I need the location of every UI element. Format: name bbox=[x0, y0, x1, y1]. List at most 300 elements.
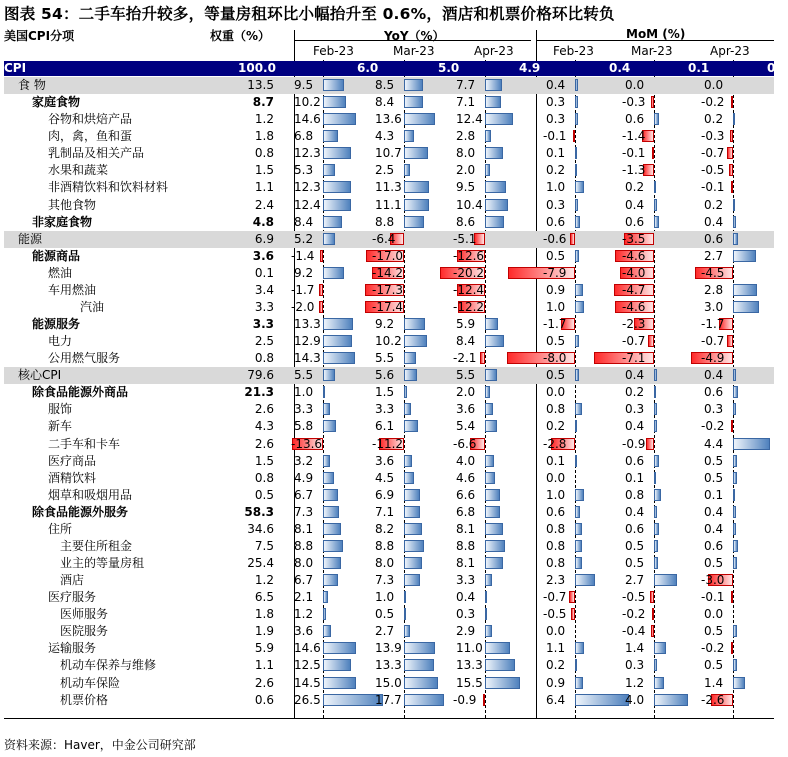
mom-value: -0.4 bbox=[622, 624, 646, 639]
yoy-value: 8.4 bbox=[456, 334, 476, 349]
yoy-bar bbox=[404, 523, 422, 535]
mom-value: 0.9 bbox=[546, 282, 566, 297]
mom-bar bbox=[654, 369, 657, 381]
mom-value: -0.7 bbox=[622, 334, 646, 349]
mom-bar bbox=[731, 642, 733, 654]
mom-bar bbox=[733, 216, 736, 228]
mom-bar bbox=[733, 557, 737, 569]
yoy-bar bbox=[404, 216, 424, 228]
mom-value: -0.3 bbox=[622, 95, 646, 110]
mom-value: -1.7 bbox=[701, 317, 725, 332]
mom-value: 0.3 bbox=[546, 197, 566, 212]
mom-value: 4.4 bbox=[704, 436, 724, 451]
mom-bar bbox=[733, 489, 735, 501]
mom-value: 0.3 bbox=[546, 112, 566, 127]
mom-value: -0.5 bbox=[622, 590, 646, 605]
yoy-value: 2.7 bbox=[375, 624, 395, 639]
mom-value: -4.6 bbox=[622, 299, 646, 314]
yoy-bar bbox=[485, 677, 520, 689]
mom-bar bbox=[575, 557, 582, 569]
mom-value: 0.2 bbox=[704, 112, 724, 127]
mom-bar bbox=[575, 181, 584, 193]
mom-value: 1.1 bbox=[546, 641, 566, 656]
yoy-value: 8.1 bbox=[456, 556, 476, 571]
table-row bbox=[4, 657, 774, 674]
table-row bbox=[4, 487, 774, 504]
mom-value: 0.4 bbox=[704, 214, 724, 229]
mom-value: 0.4 bbox=[609, 61, 631, 75]
mom-bar bbox=[575, 659, 577, 671]
yoy-bar bbox=[323, 659, 351, 671]
yoy-value: 12.4 bbox=[456, 112, 483, 127]
weight-value: 21.3 bbox=[244, 385, 274, 400]
table-row bbox=[4, 248, 774, 265]
mom-value: 0.5 bbox=[704, 624, 724, 639]
mom-bar bbox=[569, 591, 575, 603]
yoy-value: 9.2 bbox=[294, 265, 314, 280]
yoy-value: 5.4 bbox=[456, 419, 476, 434]
mom-value: 0.3 bbox=[625, 658, 645, 673]
yoy-bar bbox=[404, 489, 420, 501]
mom-value: -1.3 bbox=[622, 163, 646, 178]
chart-title: 图表 54：二手车抬升较多，等量房租环比小幅抬升至 0.6%，酒店和机票价格环比转负 bbox=[4, 5, 615, 23]
yoy-bar bbox=[323, 489, 338, 501]
yoy-value: 13.6 bbox=[375, 112, 402, 127]
yoy-value: 8.4 bbox=[375, 95, 395, 110]
mom-value: 0.2 bbox=[546, 163, 566, 178]
mom-month-1: Feb-23 bbox=[553, 44, 594, 58]
yoy-value: 1.0 bbox=[375, 590, 395, 605]
mom-value: -0.9 bbox=[622, 436, 646, 451]
mom-bar bbox=[731, 181, 733, 193]
yoy-value: 2.8 bbox=[456, 129, 476, 144]
yoy-value: 6.7 bbox=[294, 487, 314, 502]
yoy-bar bbox=[485, 113, 513, 125]
mom-bar bbox=[575, 284, 583, 296]
yoy-bar bbox=[404, 540, 424, 552]
weight-value: 7.5 bbox=[254, 538, 274, 553]
table-row bbox=[4, 231, 774, 248]
yoy-value: 7.1 bbox=[456, 95, 476, 110]
yoy-value: 15.0 bbox=[375, 675, 402, 690]
weight-value: 1.5 bbox=[254, 453, 274, 468]
row-label: 主要住所租金 bbox=[60, 538, 133, 553]
mom-bar bbox=[575, 147, 577, 159]
yoy-bar bbox=[323, 386, 325, 398]
yoy-value: 6.6 bbox=[456, 487, 476, 502]
yoy-value: 14.6 bbox=[294, 112, 321, 127]
mom-value: 0.6 bbox=[625, 453, 645, 468]
yoy-bar bbox=[404, 591, 406, 603]
yoy-value: 14.6 bbox=[294, 641, 321, 656]
mom-bar bbox=[654, 694, 688, 706]
table-row bbox=[4, 265, 774, 282]
mom-value: 0.8 bbox=[546, 538, 566, 553]
row-label: 医院服务 bbox=[60, 624, 109, 639]
row-label: 食 物 bbox=[18, 78, 46, 93]
yoy-bar bbox=[323, 164, 335, 176]
mom-value: 0.3 bbox=[704, 402, 724, 417]
mom-value: -4.9 bbox=[701, 351, 725, 366]
row-label: 除食品能源外商品 bbox=[32, 385, 129, 400]
mom-value: 0.4 bbox=[704, 521, 724, 536]
mom-value: 0.1 bbox=[625, 470, 645, 485]
table-row bbox=[4, 162, 774, 179]
row-label: 其他食物 bbox=[48, 197, 97, 212]
mom-bar bbox=[652, 608, 654, 620]
yoy-bar bbox=[404, 420, 418, 432]
yoy-value: 6.9 bbox=[375, 487, 395, 502]
row-label: 机动车保险 bbox=[60, 675, 121, 690]
mom-value: 0.4 bbox=[546, 78, 566, 93]
mom-value: 1.0 bbox=[546, 487, 566, 502]
yoy-value: 17.7 bbox=[375, 692, 402, 707]
mom-bar bbox=[575, 216, 580, 228]
yoy-value: 8.8 bbox=[294, 538, 314, 553]
yoy-bar bbox=[320, 250, 323, 262]
yoy-value: 5.2 bbox=[294, 231, 314, 246]
mom-value: 0.5 bbox=[546, 368, 566, 383]
mom-value: -0.1 bbox=[622, 146, 646, 161]
yoy-bar bbox=[323, 369, 335, 381]
yoy-bar bbox=[323, 130, 338, 142]
yoy-bar bbox=[323, 403, 330, 415]
yoy-bar bbox=[323, 642, 356, 654]
yoy-bar bbox=[485, 403, 493, 415]
mom-bar bbox=[733, 677, 745, 689]
yoy-bar bbox=[323, 540, 343, 552]
row-label: 新车 bbox=[48, 419, 73, 434]
yoy-value: 15.5 bbox=[456, 675, 483, 690]
yoy-value: 8.0 bbox=[294, 556, 314, 571]
row-label: 酒店 bbox=[60, 573, 85, 588]
yoy-bar bbox=[404, 352, 416, 364]
yoy-value: 5.5 bbox=[456, 368, 476, 383]
mom-value: -4.6 bbox=[622, 248, 646, 263]
mom-bar bbox=[575, 403, 582, 415]
mom-bar bbox=[733, 472, 737, 484]
mom-value: 0.6 bbox=[704, 538, 724, 553]
table-row bbox=[4, 128, 774, 145]
mom-bar bbox=[733, 659, 737, 671]
row-label: 酒精饮料 bbox=[48, 470, 97, 485]
table-row bbox=[4, 316, 774, 333]
row-label: 服饰 bbox=[48, 402, 73, 417]
mom-value: 0.1 bbox=[546, 146, 566, 161]
yoy-bar bbox=[323, 591, 328, 603]
mom-value: 2.3 bbox=[546, 573, 566, 588]
yoy-bar bbox=[485, 608, 487, 620]
yoy-bar bbox=[323, 677, 356, 689]
yoy-value: 11.0 bbox=[456, 641, 483, 656]
yoy-value: -14.2 bbox=[372, 265, 404, 280]
row-label: 谷物和烘焙产品 bbox=[48, 112, 133, 127]
yoy-value: 10.7 bbox=[375, 146, 402, 161]
yoy-value: 1.0 bbox=[294, 385, 314, 400]
yoy-bar bbox=[323, 506, 339, 518]
weight-value: 0.8 bbox=[254, 351, 274, 366]
mom-value: 0.0 bbox=[546, 470, 566, 485]
mom-value: 0.2 bbox=[625, 180, 645, 195]
weight-value: 3.6 bbox=[252, 248, 274, 263]
mom-value: -2.6 bbox=[701, 692, 725, 707]
mom-value: 0.4 bbox=[625, 197, 645, 212]
mom-value: -0.2 bbox=[701, 641, 725, 656]
yoy-value: 6.8 bbox=[456, 504, 476, 519]
mom-bar bbox=[654, 489, 661, 501]
yoy-bar bbox=[404, 130, 414, 142]
mom-value: 2.7 bbox=[704, 248, 724, 263]
mom-value: 0.1 bbox=[688, 61, 710, 75]
mom-bar bbox=[571, 608, 575, 620]
mom-value: -3.0 bbox=[701, 573, 725, 588]
yoy-bar bbox=[323, 216, 342, 228]
yoy-value: -2.1 bbox=[453, 351, 477, 366]
yoy-bar bbox=[323, 79, 344, 91]
yoy-value: -12.4 bbox=[453, 282, 485, 297]
yoy-bar bbox=[404, 164, 410, 176]
yoy-bar bbox=[485, 489, 500, 501]
yoy-bar bbox=[404, 96, 423, 108]
yoy-value: -0.9 bbox=[453, 692, 477, 707]
table-row bbox=[4, 453, 774, 470]
table-row bbox=[4, 94, 774, 111]
table-row bbox=[4, 555, 774, 572]
row-label: 能源服务 bbox=[32, 317, 81, 332]
table-row bbox=[4, 538, 774, 555]
mom-bar bbox=[733, 113, 735, 125]
yoy-value: 8.6 bbox=[456, 214, 476, 229]
yoy-value: 8.8 bbox=[375, 214, 395, 229]
yoy-value: 12.5 bbox=[294, 658, 321, 673]
yoy-value: 0.5 bbox=[375, 607, 395, 622]
row-label: 乳制品及相关产品 bbox=[48, 146, 145, 161]
yoy-bar bbox=[485, 216, 504, 228]
mom-bar bbox=[575, 694, 629, 706]
yoy-value: 8.2 bbox=[375, 521, 395, 536]
item-header: 美国CPI分项 bbox=[4, 29, 75, 43]
weight-value: 4.8 bbox=[252, 214, 274, 229]
weight-value: 1.8 bbox=[254, 607, 274, 622]
yoy-bar bbox=[404, 147, 428, 159]
mom-value: 0.5 bbox=[625, 538, 645, 553]
row-label: 核心CPI bbox=[18, 368, 62, 383]
mom-bar bbox=[654, 659, 657, 671]
table-row bbox=[4, 145, 774, 162]
yoy-value: -6.6 bbox=[453, 436, 477, 451]
yoy-bar bbox=[323, 318, 353, 330]
yoy-bar bbox=[323, 625, 331, 637]
mom-bar bbox=[654, 677, 664, 689]
yoy-bar bbox=[323, 233, 335, 245]
yoy-bar bbox=[485, 181, 506, 193]
mom-bar bbox=[733, 301, 759, 313]
row-label: 二手车和卡车 bbox=[48, 436, 121, 451]
table-row bbox=[4, 197, 774, 214]
yoy-bar bbox=[404, 694, 444, 706]
mom-value: 0.8 bbox=[546, 521, 566, 536]
mom-value: -0.7 bbox=[543, 590, 567, 605]
row-label: 医师服务 bbox=[60, 607, 109, 622]
yoy-bar bbox=[485, 557, 503, 569]
yoy-value: 0.3 bbox=[456, 607, 476, 622]
mom-bar bbox=[652, 147, 654, 159]
yoy-value: 11.3 bbox=[375, 180, 402, 195]
yoy-bar bbox=[404, 557, 422, 569]
mom-bar bbox=[651, 96, 654, 108]
yoy-value: 13.3 bbox=[294, 317, 321, 332]
yoy-value: 12.3 bbox=[294, 146, 321, 161]
mom-value: -0.6 bbox=[543, 231, 567, 246]
weight-value: 1.1 bbox=[254, 180, 274, 195]
mom-value: 0.6 bbox=[546, 214, 566, 229]
weight-value: 3.4 bbox=[254, 282, 274, 297]
mom-bar bbox=[575, 540, 582, 552]
table-row bbox=[4, 282, 774, 299]
yoy-bar bbox=[323, 574, 338, 586]
yoy-bar bbox=[485, 455, 494, 467]
yoy-bar bbox=[404, 659, 434, 671]
yoy-bar bbox=[485, 318, 498, 330]
yoy-value: 6.0 bbox=[357, 61, 379, 75]
mom-month-3: Apr-23 bbox=[710, 44, 750, 58]
mom-value: 0.3 bbox=[546, 95, 566, 110]
yoy-bar bbox=[323, 608, 326, 620]
mom-value: 0.4 bbox=[625, 368, 645, 383]
mom-bar bbox=[654, 403, 657, 415]
yoy-value: 2.0 bbox=[456, 385, 476, 400]
yoy-value: 8.5 bbox=[375, 78, 395, 93]
yoy-value: 6.8 bbox=[294, 129, 314, 144]
yoy-bar bbox=[323, 113, 356, 125]
mom-value: 0.4 bbox=[704, 368, 724, 383]
mom-value: -0.1 bbox=[543, 129, 567, 144]
yoy-bar bbox=[323, 523, 341, 535]
mom-value: -0.1 bbox=[701, 590, 725, 605]
yoy-value: 3.6 bbox=[456, 402, 476, 417]
yoy-value: 11.1 bbox=[375, 197, 402, 212]
row-label: 水果和蔬菜 bbox=[48, 163, 109, 178]
yoy-value: 9.2 bbox=[375, 317, 395, 332]
yoy-value: -1.4 bbox=[291, 248, 315, 263]
yoy-bar bbox=[485, 506, 500, 518]
mom-bar bbox=[573, 130, 575, 142]
yoy-bar bbox=[323, 420, 336, 432]
yoy-value: 5.0 bbox=[438, 61, 460, 75]
mom-value: 1.2 bbox=[625, 675, 645, 690]
weight-value: 1.8 bbox=[254, 129, 274, 144]
yoy-bar bbox=[485, 369, 497, 381]
yoy-value: 5.5 bbox=[294, 368, 314, 383]
row-label: 能源商品 bbox=[32, 248, 81, 263]
yoy-bar bbox=[404, 608, 406, 620]
weight-value: 3.3 bbox=[254, 299, 274, 314]
row-label: 除食品能源外服务 bbox=[32, 504, 129, 519]
weight-value: 1.9 bbox=[254, 624, 274, 639]
table-row bbox=[4, 384, 774, 401]
yoy-bar bbox=[323, 335, 352, 347]
mom-value: 0.6 bbox=[704, 385, 724, 400]
weight-value: 6.5 bbox=[254, 590, 274, 605]
yoy-value: 12.3 bbox=[294, 180, 321, 195]
table-row bbox=[4, 675, 774, 692]
mom-bar bbox=[654, 113, 659, 125]
yoy-bar bbox=[404, 386, 407, 398]
table-row bbox=[4, 470, 774, 487]
table-row bbox=[4, 77, 774, 94]
yoy-bar bbox=[323, 181, 351, 193]
yoy-value: 9.5 bbox=[456, 180, 476, 195]
yoy-value: 3.3 bbox=[456, 573, 476, 588]
yoy-value: 10.2 bbox=[375, 334, 402, 349]
yoy-value: -17.0 bbox=[372, 248, 404, 263]
mom-value: 0.6 bbox=[625, 214, 645, 229]
yoy-value: 12.9 bbox=[294, 334, 321, 349]
header-row-cpi bbox=[4, 61, 788, 76]
mom-value: -0.5 bbox=[543, 607, 567, 622]
yoy-bar bbox=[485, 130, 491, 142]
yoy-value: 7.7 bbox=[456, 78, 476, 93]
row-label: 家庭食物 bbox=[32, 95, 81, 110]
yoy-value: 3.6 bbox=[375, 453, 395, 468]
mom-value: -8.0 bbox=[543, 351, 567, 366]
yoy-value: 6.7 bbox=[294, 573, 314, 588]
mom-value: 0.4 bbox=[767, 61, 788, 75]
mom-value: 0.2 bbox=[546, 419, 566, 434]
mom-bar bbox=[654, 386, 656, 398]
yoy-value: 8.4 bbox=[294, 214, 314, 229]
yoy-bar bbox=[485, 591, 487, 603]
yoy-value: -20.2 bbox=[453, 265, 485, 280]
mom-value: 3.0 bbox=[704, 299, 724, 314]
yoy-bar bbox=[480, 352, 485, 364]
mom-bar bbox=[731, 420, 733, 432]
yoy-value: -13.6 bbox=[291, 436, 323, 451]
row-label: 业主的等量房租 bbox=[60, 556, 145, 571]
table-row bbox=[4, 214, 774, 231]
table-row bbox=[4, 521, 774, 538]
mom-bar bbox=[733, 506, 736, 518]
yoy-value: 10.4 bbox=[456, 197, 483, 212]
table-row bbox=[4, 504, 774, 521]
mom-bar bbox=[654, 199, 657, 211]
weight-value: 5.9 bbox=[254, 641, 274, 656]
weight-value: 0.6 bbox=[254, 692, 274, 707]
row-label: 机票价格 bbox=[60, 692, 109, 707]
mom-value: 0.8 bbox=[546, 556, 566, 571]
mom-bar bbox=[650, 591, 654, 603]
yoy-value: 1.2 bbox=[294, 607, 314, 622]
yoy-bar bbox=[485, 540, 505, 552]
yoy-value: 13.3 bbox=[375, 658, 402, 673]
yoy-value: 5.5 bbox=[375, 351, 395, 366]
yoy-value: 5.9 bbox=[456, 317, 476, 332]
row-label: CPI bbox=[4, 61, 27, 75]
yoy-bar bbox=[404, 574, 420, 586]
yoy-bar bbox=[323, 694, 383, 706]
weight-value: 6.9 bbox=[254, 231, 274, 246]
weight-value: 2.6 bbox=[254, 436, 274, 451]
yoy-value: -17.3 bbox=[372, 282, 404, 297]
yoy-value: 6.1 bbox=[375, 419, 395, 434]
mom-bar bbox=[575, 523, 582, 535]
yoy-value: 26.5 bbox=[294, 692, 321, 707]
mom-value: 0.4 bbox=[625, 419, 645, 434]
yoy-value: 3.3 bbox=[375, 402, 395, 417]
mom-value: 0.5 bbox=[546, 248, 566, 263]
mom-value: -0.7 bbox=[701, 146, 725, 161]
yoy-value: 5.6 bbox=[375, 368, 395, 383]
